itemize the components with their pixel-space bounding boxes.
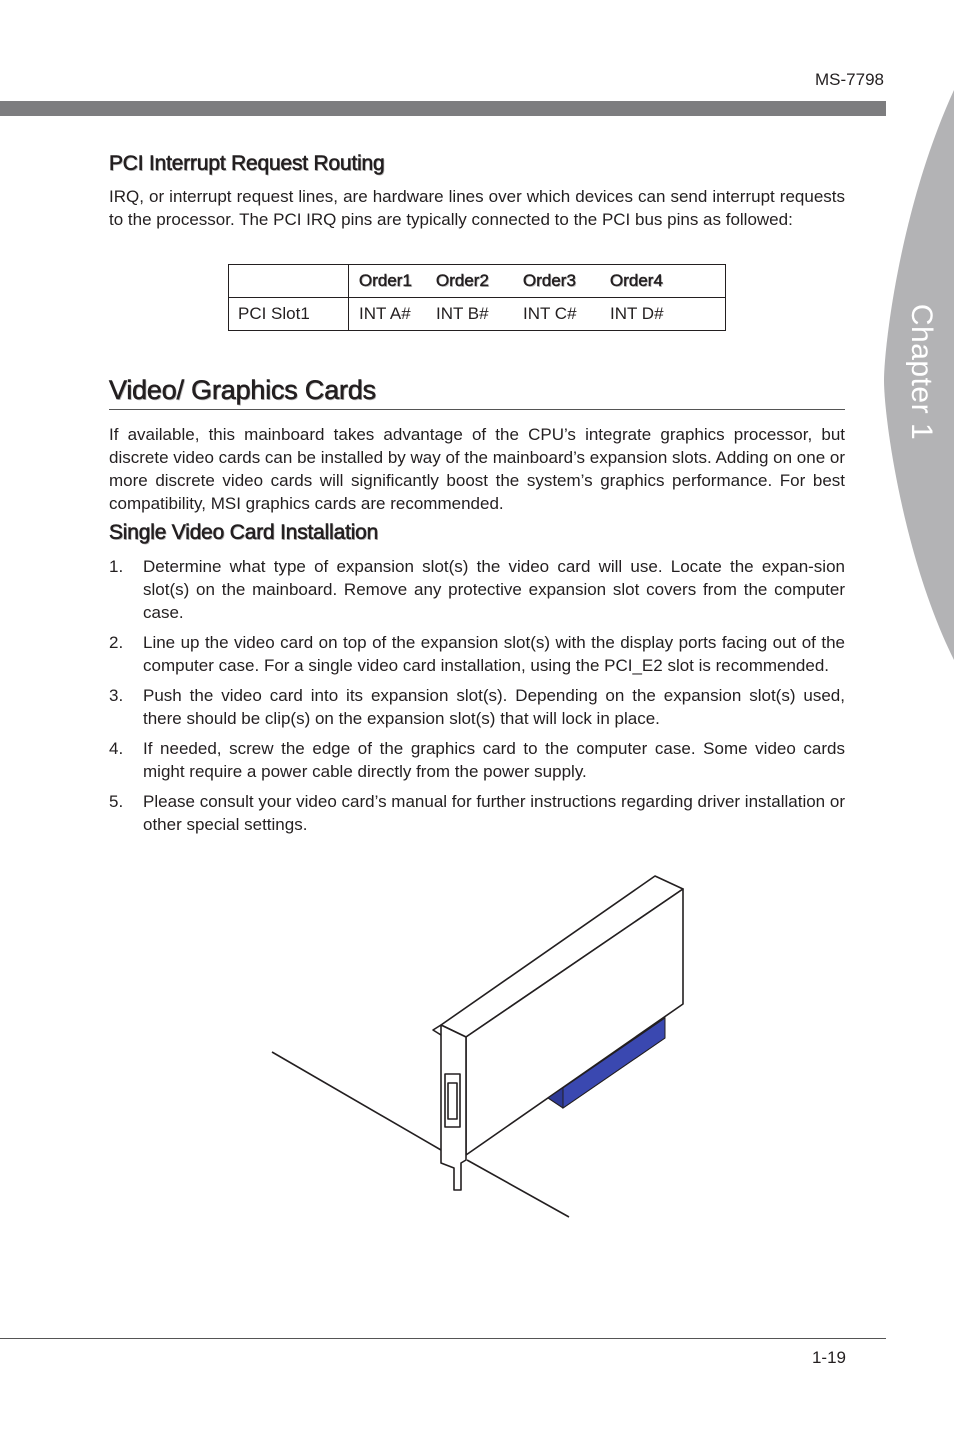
header-bar (0, 101, 886, 116)
list-item (109, 684, 845, 730)
chapter-tab-label: Chapter 1 (905, 303, 938, 441)
video-card-illustration (270, 870, 690, 1230)
table-cell: INT D# (610, 304, 664, 323)
step-text: Push the video card into its expansion slot(s). Depending on the expansion slot(s) used, there should be clip(s) on the expansion slot(s) that will lock in place. (143, 686, 845, 728)
video-section-body: If available, this mainboard takes advantage of the CPU’s integrate graphics processor, but discrete video cards can be installed by way of the mainboard’s expansion slots. Adding on one or more discrete video cards will significantly boost the system’s graphics performance. For best compatibility, MSI graphics cards are recommended. (109, 425, 845, 513)
step-number: 5. (109, 792, 124, 811)
table-header-cell: Order4 (610, 271, 663, 290)
step-text: Please consult your video card’s manual for further instructions regarding driver installation or other special settings. (143, 792, 845, 834)
table-header-cell (229, 265, 349, 298)
table-row (229, 298, 726, 331)
step-text: Determine what type of expansion slot(s) the video card will use. Locate the expan-sion slot(s) on the mainboard. Remove any protective expansion slot covers from the computer case. (143, 557, 845, 622)
video-section-title: Video/ Graphics Cards (109, 375, 376, 405)
footer-divider (0, 1338, 886, 1339)
pci-section-title: PCI Interrupt Request Routing (109, 152, 385, 175)
model-number: MS-7798 (815, 70, 884, 89)
step-number: 3. (109, 686, 124, 705)
list-item (109, 790, 845, 836)
step-number: 1. (109, 557, 124, 576)
irq-routing-table (228, 264, 726, 331)
page-number: 1-19 (811, 1348, 846, 1367)
install-section-title: Single Video Card Installation (109, 521, 379, 544)
table-header-cell: Order1 (359, 271, 412, 290)
step-text: Line up the video card on top of the expansion slot(s) with the display ports facing out of the computer case. For a single video card installation, using the PCI_E2 slot is recommended. (143, 633, 845, 675)
step-text: If needed, screw the edge of the graphics card to the computer case. Some video cards might require a power cable directly from the power supply. (143, 739, 845, 781)
table-header-cell: Order3 (523, 271, 576, 290)
table-cell: INT C# (523, 304, 577, 323)
install-steps-list (109, 555, 845, 843)
table-cell: INT B# (436, 304, 489, 323)
table-header-cell: Order2 (436, 271, 489, 290)
list-item (109, 631, 845, 677)
table-header-row (229, 265, 726, 298)
step-number: 2. (109, 633, 124, 652)
list-item (109, 555, 845, 624)
table-cell: PCI Slot1 (229, 298, 349, 331)
step-number: 4. (109, 739, 124, 758)
pci-section-body: IRQ, or interrupt request lines, are hardware lines over which devices can send interrupt requests to the processor. The PCI IRQ pins are typically connected to the PCI bus pins as followed: (109, 187, 845, 229)
list-item (109, 737, 845, 783)
table-cell: INT A# (359, 304, 411, 323)
section-divider (109, 409, 845, 410)
